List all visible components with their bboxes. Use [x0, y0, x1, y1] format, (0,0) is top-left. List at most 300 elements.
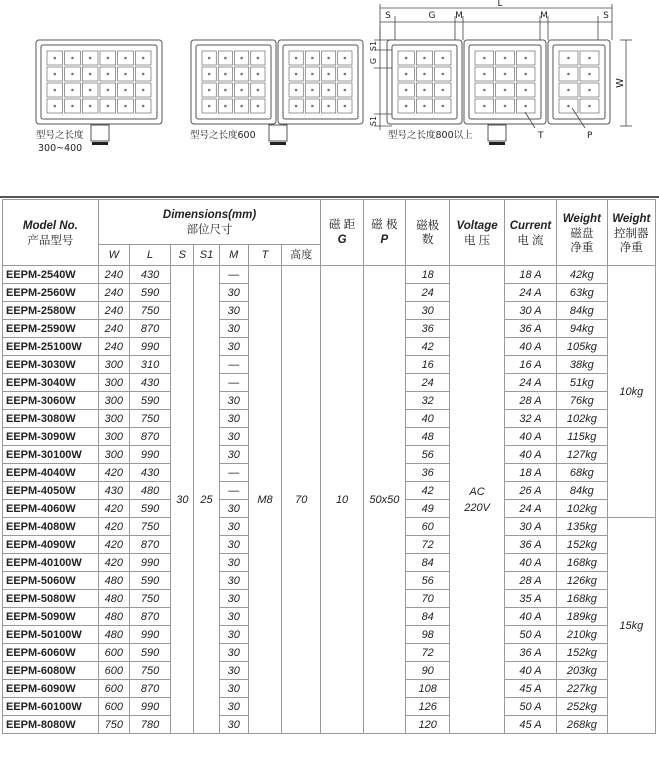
dim-label-l: L: [497, 0, 503, 9]
header-dim-m: M: [219, 245, 248, 266]
header-pole-en: P: [380, 233, 389, 246]
cell-pole-count: 56: [406, 572, 450, 590]
cell-pole-count: 48: [406, 428, 450, 446]
cell-m: 30: [219, 446, 248, 464]
caption-length-300-400: 型号之长度: [36, 130, 84, 141]
pole-screw: [240, 105, 243, 108]
header-voltage-cn: 电 压: [463, 234, 491, 247]
connector-800-plug: [489, 142, 505, 145]
cell-w: 300: [98, 428, 129, 446]
cell-weight: 51kg: [557, 374, 607, 392]
pole-screw: [405, 73, 408, 76]
cell-weight: 84kg: [557, 482, 607, 500]
chuck-300-400-outline: [36, 40, 162, 124]
cell-pole-count: 120: [406, 716, 450, 734]
pole-screw: [423, 105, 426, 108]
pole-screw: [423, 57, 426, 60]
pole-screw: [224, 57, 227, 60]
cell-pole-count: 56: [406, 446, 450, 464]
pole-screw: [483, 105, 486, 108]
voltage-line-1: AC: [469, 485, 485, 498]
cell-model: EEPM-60100W: [3, 698, 99, 716]
pole-screw: [327, 73, 330, 76]
cell-current: 40 A: [504, 338, 556, 356]
chuck-800-b: [464, 40, 546, 124]
cell-l: 430: [129, 266, 170, 284]
cell-weight: 115kg: [557, 428, 607, 446]
header-current-cn: 电 流: [517, 234, 544, 247]
pole-screw: [107, 57, 110, 60]
cell-w: 480: [98, 626, 129, 644]
caption-length-600: 型号之长度600: [190, 130, 256, 141]
cell-pole-count: 36: [406, 320, 450, 338]
pole-screw: [224, 89, 227, 92]
cell-model: EEPM-40100W: [3, 554, 99, 572]
pole-screw: [311, 57, 314, 60]
cell-weight: 94kg: [557, 320, 607, 338]
header-controller-weight: [607, 200, 655, 266]
cell-pole-count: 126: [406, 698, 450, 716]
cell-l: 990: [129, 338, 170, 356]
pole-screw: [257, 89, 260, 92]
cell-s1-merged: 25: [194, 266, 219, 734]
connector-800: [488, 125, 506, 145]
pole-screw: [54, 89, 57, 92]
connector-600-plug: [270, 142, 286, 145]
cell-weight: 102kg: [557, 410, 607, 428]
cell-w: 600: [98, 698, 129, 716]
cell-w: 480: [98, 608, 129, 626]
pole-screw: [224, 105, 227, 108]
cell-current: 28 A: [504, 572, 556, 590]
pole-screw: [89, 73, 92, 76]
cell-m: 30: [219, 662, 248, 680]
header-voltage: [450, 200, 504, 266]
cell-model: EEPM-2580W: [3, 302, 99, 320]
cell-current: 28 A: [504, 392, 556, 410]
cell-l: 310: [129, 356, 170, 374]
cell-current: 35 A: [504, 590, 556, 608]
chuck-diagrams: [0, 0, 659, 160]
pole-screw: [142, 57, 145, 60]
pole-screw: [124, 89, 127, 92]
cell-m: —: [219, 374, 248, 392]
chuck-600-a: [191, 40, 276, 124]
dim-label-s-left: S: [385, 11, 391, 21]
connector-600-box: [269, 125, 287, 141]
cell-m: 30: [219, 644, 248, 662]
cell-l: 750: [129, 518, 170, 536]
pole-screw: [524, 105, 527, 108]
cell-w: 480: [98, 572, 129, 590]
cell-w: 240: [98, 302, 129, 320]
cell-current: 36 A: [504, 320, 556, 338]
header-model: [3, 200, 99, 266]
cell-weight: 38kg: [557, 356, 607, 374]
pole-screw: [442, 73, 445, 76]
header-dim-t: T: [248, 245, 281, 266]
cell-t-merged: M8: [248, 266, 281, 734]
callout-p: P: [587, 131, 593, 141]
dimension-labels: [369, 0, 626, 141]
cell-m: 30: [219, 500, 248, 518]
cell-weight: 168kg: [557, 590, 607, 608]
header-gap-en: G: [337, 233, 347, 246]
connector-300-400-plug: [92, 142, 108, 145]
pole-screw: [107, 89, 110, 92]
cell-weight: 102kg: [557, 500, 607, 518]
chuck-600-a-inner: [196, 45, 271, 119]
header-gap-cn: 磁 距: [328, 218, 356, 231]
caption-range-300-400: 300~400: [38, 143, 83, 154]
cell-w: 420: [98, 554, 129, 572]
header-dim-s1: S1: [194, 245, 219, 266]
chuck-800-a: [387, 40, 462, 124]
pole-screw: [504, 57, 507, 60]
connector-300-400: [91, 125, 109, 145]
pole-screw: [89, 89, 92, 92]
cell-weight: 203kg: [557, 662, 607, 680]
cell-l: 750: [129, 662, 170, 680]
cell-l: 750: [129, 302, 170, 320]
cell-w: 750: [98, 716, 129, 734]
cell-model: EEPM-5080W: [3, 590, 99, 608]
pole-screw: [567, 57, 570, 60]
cell-weight: 152kg: [557, 644, 607, 662]
pole-screw: [240, 57, 243, 60]
cell-current: 36 A: [504, 644, 556, 662]
cell-weight: 252kg: [557, 698, 607, 716]
cell-m: 30: [219, 338, 248, 356]
cell-l: 870: [129, 680, 170, 698]
cell-current: 36 A: [504, 536, 556, 554]
pole-screw: [142, 89, 145, 92]
cell-l: 870: [129, 428, 170, 446]
cell-l: 870: [129, 536, 170, 554]
header-dim-w: W: [98, 245, 129, 266]
pole-screw: [107, 73, 110, 76]
cell-weight: 135kg: [557, 518, 607, 536]
cell-model: EEPM-6080W: [3, 662, 99, 680]
cell-current: 50 A: [504, 626, 556, 644]
cell-weight: 189kg: [557, 608, 607, 626]
cell-pole-count: 18: [406, 266, 450, 284]
cell-w: 420: [98, 518, 129, 536]
cell-m: 30: [219, 428, 248, 446]
pole-screw: [295, 57, 298, 60]
pole-screw: [124, 57, 127, 60]
cell-model: EEPM-2540W: [3, 266, 99, 284]
cell-current: 50 A: [504, 698, 556, 716]
cell-m: 30: [219, 572, 248, 590]
pole-screw: [588, 89, 591, 92]
cell-m: 30: [219, 716, 248, 734]
cell-pole-count: 30: [406, 302, 450, 320]
pole-screw: [344, 105, 347, 108]
cell-w: 300: [98, 410, 129, 428]
chuck-800-b-outline: [464, 40, 546, 124]
cell-model: EEPM-2560W: [3, 284, 99, 302]
header-gap: [321, 200, 363, 266]
cell-pole-count: 98: [406, 626, 450, 644]
cell-current: 32 A: [504, 410, 556, 428]
cell-pole-count: 70: [406, 590, 450, 608]
pole-screw: [142, 105, 145, 108]
pole-screw: [344, 89, 347, 92]
pole-screw: [344, 73, 347, 76]
header-current-en: Current: [509, 219, 552, 232]
pole-screw: [208, 105, 211, 108]
pole-screw: [208, 89, 211, 92]
chuck-800-a-inner: [392, 45, 457, 119]
header-pole: [363, 200, 405, 266]
chuck-bodies: [36, 40, 610, 145]
cell-weight: 84kg: [557, 302, 607, 320]
pole-screw: [295, 89, 298, 92]
header-controller-weight-cn2: 净重: [619, 241, 643, 254]
pole-screw: [588, 57, 591, 60]
cell-w: 480: [98, 590, 129, 608]
pole-screw: [567, 105, 570, 108]
cell-l: 430: [129, 464, 170, 482]
cell-current: 40 A: [504, 446, 556, 464]
chuck-600-b-inner: [283, 45, 358, 119]
chuck-600-a-outline: [191, 40, 276, 124]
cell-model: EEPM-4040W: [3, 464, 99, 482]
cell-w: 300: [98, 446, 129, 464]
pole-screw: [107, 105, 110, 108]
header-pole-cn: 磁 极: [371, 218, 398, 231]
pole-screw: [311, 105, 314, 108]
table-row: [3, 266, 656, 284]
pole-screw: [504, 73, 507, 76]
cell-pole-count: 32: [406, 392, 450, 410]
pole-screw: [483, 57, 486, 60]
cell-model: EEPM-4090W: [3, 536, 99, 554]
cell-weight: 168kg: [557, 554, 607, 572]
header-weight: [557, 200, 607, 266]
pole-screw: [504, 105, 507, 108]
cell-p-merged: 50x50: [363, 266, 405, 734]
cell-current: 18 A: [504, 464, 556, 482]
cell-pole-count: 40: [406, 410, 450, 428]
cell-pole-count: 60: [406, 518, 450, 536]
cell-w: 240: [98, 284, 129, 302]
cell-l: 590: [129, 500, 170, 518]
cell-w: 300: [98, 356, 129, 374]
header-controller-weight-cn1: 控制器: [614, 227, 649, 240]
chuck-800-b-inner: [469, 45, 541, 119]
cell-w: 300: [98, 374, 129, 392]
cell-model: EEPM-3060W: [3, 392, 99, 410]
spec-table: [2, 199, 656, 734]
pole-screw: [524, 89, 527, 92]
pole-screw: [71, 105, 74, 108]
cell-pole-count: 49: [406, 500, 450, 518]
cell-w: 600: [98, 644, 129, 662]
cell-model: EEPM-6060W: [3, 644, 99, 662]
cell-pole-count: 24: [406, 284, 450, 302]
cell-m: 30: [219, 320, 248, 338]
cell-pole-count: 84: [406, 608, 450, 626]
pole-screw: [124, 105, 127, 108]
pole-screw: [311, 73, 314, 76]
cell-model: EEPM-3040W: [3, 374, 99, 392]
pole-screw: [89, 105, 92, 108]
header-model-en: Model No.: [22, 219, 78, 232]
pole-screw: [71, 89, 74, 92]
cell-current: 40 A: [504, 428, 556, 446]
cell-m: —: [219, 464, 248, 482]
cell-current: 40 A: [504, 554, 556, 572]
pole-screw: [524, 73, 527, 76]
cell-l: 990: [129, 554, 170, 572]
cell-height-merged: 70: [282, 266, 321, 734]
pole-screw: [89, 57, 92, 60]
cell-current: 30 A: [504, 518, 556, 536]
cell-pole-count: 108: [406, 680, 450, 698]
header-weight-cn2: 净重: [570, 241, 594, 254]
pole-screw: [54, 105, 57, 108]
header-dimensions-cn: 部位尺寸: [186, 224, 233, 236]
chuck-800-c-outline: [548, 40, 610, 124]
cell-weight: 105kg: [557, 338, 607, 356]
cell-weight: 126kg: [557, 572, 607, 590]
cell-w: 430: [98, 482, 129, 500]
dim-label-g-left: G: [369, 57, 378, 65]
cell-current: 30 A: [504, 302, 556, 320]
cell-pole-count: 72: [406, 644, 450, 662]
cell-l: 990: [129, 698, 170, 716]
cell-l: 750: [129, 590, 170, 608]
pole-screw: [295, 73, 298, 76]
pole-screw: [405, 89, 408, 92]
pole-screw: [442, 89, 445, 92]
cell-l: 590: [129, 284, 170, 302]
pole-screw: [208, 73, 211, 76]
cell-m: 30: [219, 392, 248, 410]
dim-label-m-left: M: [455, 11, 463, 21]
cell-w: 240: [98, 266, 129, 284]
cell-m: 30: [219, 590, 248, 608]
cell-pole-count: 36: [406, 464, 450, 482]
caption-length-800: 型号之长度800以上: [388, 130, 473, 141]
cell-w: 240: [98, 338, 129, 356]
chuck-800-c: [548, 40, 610, 124]
pole-screw: [257, 73, 260, 76]
header-current: [504, 200, 556, 266]
connector-800-box: [488, 125, 506, 141]
pole-screw: [240, 73, 243, 76]
voltage-line-2: 220V: [464, 501, 490, 514]
cell-w: 240: [98, 320, 129, 338]
pole-screw: [567, 89, 570, 92]
dim-label-s1-top: S1: [369, 40, 378, 52]
cell-model: EEPM-3030W: [3, 356, 99, 374]
pole-screw: [405, 105, 408, 108]
pole-screw: [142, 73, 145, 76]
cell-model: EEPM-8080W: [3, 716, 99, 734]
cell-weight: 210kg: [557, 626, 607, 644]
pole-screw: [257, 57, 260, 60]
cell-model: EEPM-2590W: [3, 320, 99, 338]
cell-current: 24 A: [504, 500, 556, 518]
chuck-600-b-outline: [278, 40, 363, 124]
pole-screw: [240, 89, 243, 92]
header-dim-l: L: [129, 245, 170, 266]
cell-l: 590: [129, 392, 170, 410]
connector-600: [269, 125, 287, 145]
pole-screw: [588, 73, 591, 76]
pole-screw: [311, 89, 314, 92]
header-dimensions-en: Dimensions(mm): [162, 209, 257, 221]
connector-300-400-box: [91, 125, 109, 141]
pole-screw: [124, 73, 127, 76]
cell-model: EEPM-6090W: [3, 680, 99, 698]
chuck-300-400: [36, 40, 162, 124]
chuck-300-400-inner: [41, 45, 157, 119]
pole-screw: [224, 73, 227, 76]
pole-screw: [423, 89, 426, 92]
cell-m: 30: [219, 410, 248, 428]
cell-m: 30: [219, 554, 248, 572]
cell-model: EEPM-4050W: [3, 482, 99, 500]
dim-label-w: W: [615, 78, 626, 88]
cell-l: 590: [129, 572, 170, 590]
cell-w: 420: [98, 536, 129, 554]
dim-label-s1-bottom: S1: [369, 115, 378, 127]
cell-current: 40 A: [504, 662, 556, 680]
cell-w: 300: [98, 392, 129, 410]
pole-screw: [71, 73, 74, 76]
cell-l: 870: [129, 320, 170, 338]
cell-pole-count: 72: [406, 536, 450, 554]
header-controller-weight-en: Weight: [612, 212, 651, 225]
cell-w: 420: [98, 464, 129, 482]
header-model-cn: 产品型号: [27, 234, 74, 247]
cell-l: 990: [129, 446, 170, 464]
cell-controller-weight-10kg: 10kg: [607, 266, 655, 518]
cell-weight: 227kg: [557, 680, 607, 698]
cell-model: EEPM-3080W: [3, 410, 99, 428]
cell-m: 30: [219, 302, 248, 320]
cell-s-merged: 30: [171, 266, 194, 734]
cell-m: 30: [219, 536, 248, 554]
pole-screw: [567, 73, 570, 76]
pole-screw: [54, 73, 57, 76]
cell-model: EEPM-3090W: [3, 428, 99, 446]
cell-m: 30: [219, 680, 248, 698]
pole-screw: [524, 57, 527, 60]
cell-model: EEPM-4060W: [3, 500, 99, 518]
cell-m: 30: [219, 626, 248, 644]
header-weight-en: Weight: [562, 212, 601, 225]
cell-weight: 127kg: [557, 446, 607, 464]
pole-screw: [483, 89, 486, 92]
pole-screw: [423, 73, 426, 76]
cell-voltage-merged: [450, 266, 504, 734]
pole-screw: [504, 89, 507, 92]
pole-screw: [327, 89, 330, 92]
cell-weight: 68kg: [557, 464, 607, 482]
cell-current: 24 A: [504, 284, 556, 302]
header-pole-count: [406, 200, 450, 266]
header-dimensions: [98, 200, 321, 245]
cell-l: 480: [129, 482, 170, 500]
cell-w: 420: [98, 500, 129, 518]
cell-l: 590: [129, 644, 170, 662]
pole-screw: [295, 105, 298, 108]
